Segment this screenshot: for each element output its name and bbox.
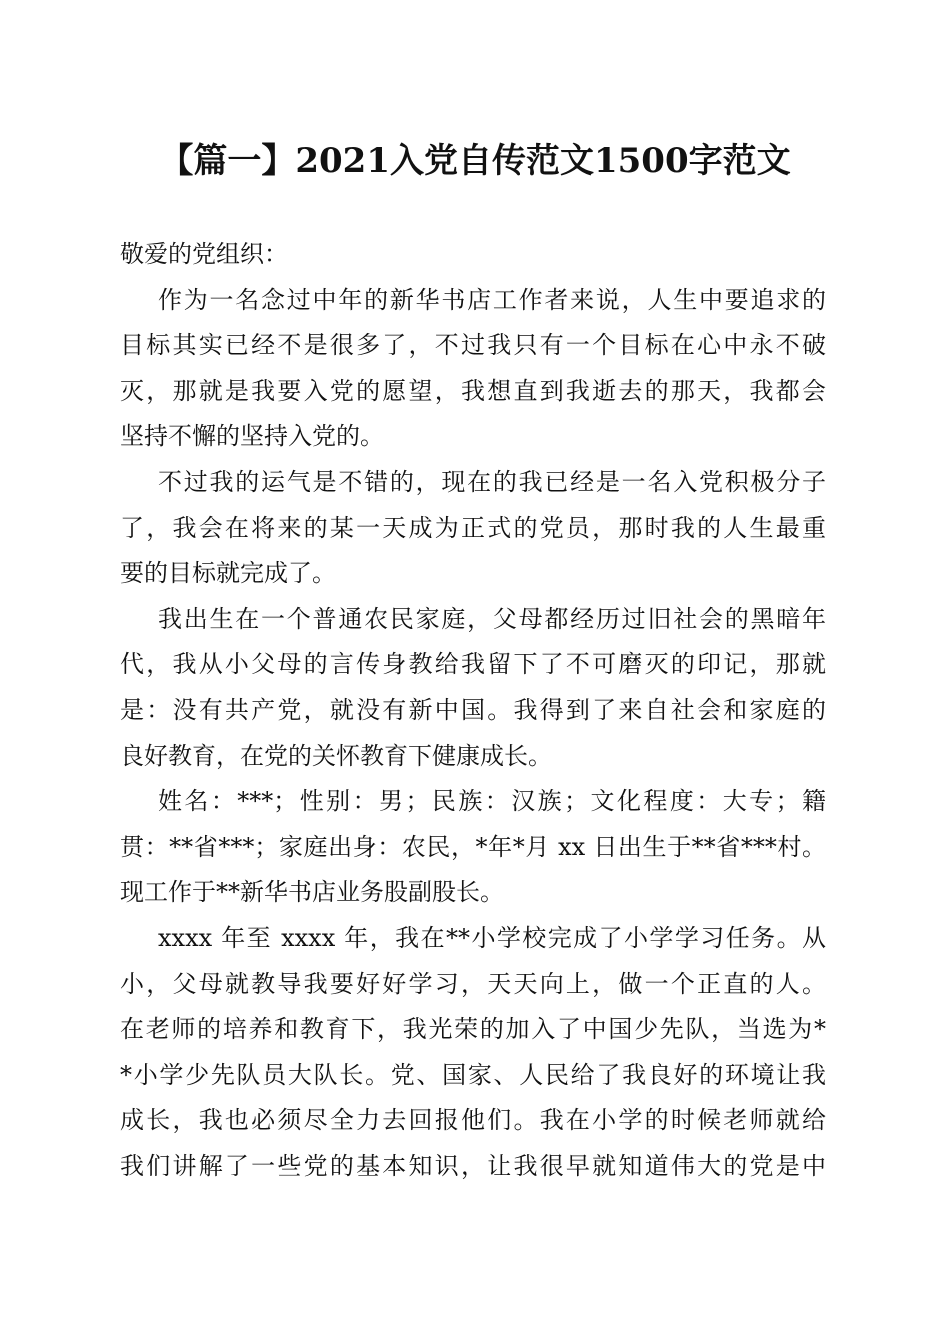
paragraph-5-line-6: 我们讲解了一些党的基本知识，让我很早就知道伟大的党是中 (120, 1151, 826, 1180)
paragraph-3-line-3: 是：没有共产党，就没有新中国。我得到了来自社会和家庭的 (120, 695, 826, 724)
paragraph-5-line-4: *小学少先队员大队长。党、国家、人民给了我良好的环境让我 (120, 1060, 826, 1089)
paragraph-5-line-3: 在老师的培养和教育下，我光荣的加入了中国少先队，当选为* (120, 1015, 826, 1044)
paragraph-5-line-2: 小，父母就教导我要好好学习，天天向上，做一个正直的人。 (120, 969, 826, 998)
paragraph-1-line-4: 坚持不懈的坚持入党的。 (120, 422, 384, 451)
paragraph-1-line-1: 作为一名念过中年的新华书店工作者来说，人生中要追求的 (158, 285, 826, 314)
paragraph-1-line-2: 目标其实已经不是很多了，不过我只有一个目标在心中永不破 (120, 331, 826, 360)
paragraph-3-line-4: 良好教育，在党的关怀教育下健康成长。 (120, 741, 552, 770)
paragraph-4-line-1: 姓名：***；性别：男；民族：汉族；文化程度：大专；籍 (158, 787, 826, 816)
paragraph-3-line-2: 代，我从小父母的言传身教给我留下了不可磨灭的印记，那就 (120, 650, 826, 679)
salutation-line: 敬爱的党组织： (120, 240, 288, 268)
paragraph-4-line-3: 现工作于**新华书店业务股副股长。 (120, 878, 504, 907)
paragraph-3-line-1: 我出生在一个普通农民家庭，父母都经历过旧社会的黑暗年 (158, 604, 826, 633)
paragraph-2-line-1: 不过我的运气是不错的，现在的我已经是一名入党积极分子 (158, 467, 826, 496)
document-body (120, 232, 826, 1189)
paragraph-5-line-1: xxxx 年至 xxxx 年，我在**小学校完成了小学学习任务。从 (158, 923, 826, 952)
paragraph-4-line-2: 贯：**省***；家庭出身：农民，*年*月 xx 日出生于**省***村。 (120, 832, 826, 861)
paragraph-1-line-3: 灭，那就是我要入党的愿望，我想直到我逝去的那天，我都会 (120, 376, 826, 405)
paragraph-2-line-3: 要的目标就完成了。 (120, 559, 336, 588)
document-title: 【篇一】2021入党自传范文1500字范文 (159, 141, 791, 181)
paragraph-2-line-2: 了，我会在将来的某一天成为正式的党员，那时我的人生最重 (120, 513, 826, 542)
paragraph-5-line-5: 成长，我也必须尽全力去回报他们。我在小学的时候老师就给 (120, 1106, 826, 1135)
